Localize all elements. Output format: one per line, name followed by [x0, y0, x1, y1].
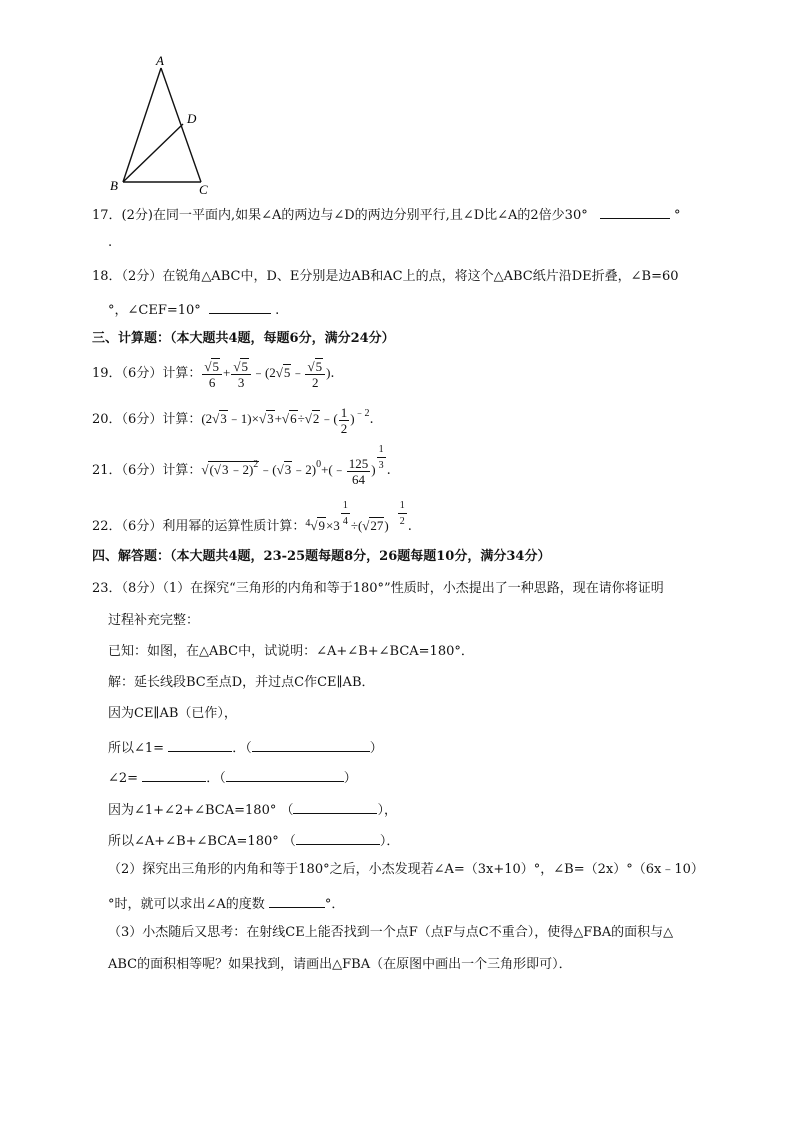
q23-part2-blank[interactable] — [269, 893, 325, 908]
q18-answer-blank[interactable] — [209, 299, 271, 314]
q23-because2-reason-blank[interactable] — [293, 799, 377, 814]
section3-heading: 三、计算题：（本大题共4题，每题6分，满分24分） — [92, 331, 395, 346]
q20-prefix: 20．（6分）计算： — [92, 412, 202, 427]
q21-prefix: 21．（6分）计算： — [92, 463, 202, 478]
q17-end: . — [108, 235, 113, 250]
q20-expression: (2√3﹣1)×√3+√6÷√2﹣( $\frac{1}{2}$ )$^{﹣2}$ — [201, 404, 370, 436]
q23-part2-text: °时，就可以求出∠A的度数 — [108, 897, 265, 912]
q23-part2-end: °． — [324, 897, 345, 912]
q19-end: . — [330, 366, 335, 381]
section4-heading: 四、解答题：（本大题共4题，23-25题每题8分，26题每题10分，满分34分） — [92, 549, 551, 564]
q23-because2: 因为∠1+∠2+∠BCA=180° （ ）， — [108, 799, 397, 820]
q17-text: 17．(2分)在同一平面内,如果∠A的两边与∠D的两边分别平行,且∠D比∠A的2倍少30° — [92, 208, 588, 223]
label-A: A — [156, 53, 164, 68]
q23-line1: 23．（8分）（1）在探究“三角形的内角和等于180°”性质时，小杰提出了一种思路，现在请你将证明 — [92, 581, 664, 596]
q23-angle2-reason-blank[interactable] — [226, 767, 344, 782]
q18-line2-text: °，∠CEF=10° — [108, 303, 201, 318]
q19-prefix: 19．（6分）计算： — [92, 366, 202, 381]
q22-end: . — [407, 519, 412, 534]
q17-unit: ° — [674, 208, 681, 223]
q23-angle2: ∠2= ．（ ） — [108, 767, 357, 788]
q23-so1-reason-blank[interactable] — [252, 737, 370, 752]
q23-known: 已知：如图，在△ABC中，试说明：∠A+∠B+∠BCA=180°． — [108, 644, 474, 659]
q21 — [92, 444, 391, 492]
q23-because1: 因为CE∥AB（已作）， — [108, 706, 237, 721]
triangle-figure — [95, 52, 225, 197]
q22-expression: $^4$√9×3 $^{\frac{1}{4}}$ ÷(√27) $^{\frac{1}{2}}$ — [305, 500, 405, 533]
q23-angle2-prefix: ∠2= — [108, 771, 139, 786]
q20 — [92, 402, 374, 438]
q18-line2 — [108, 299, 279, 320]
q17-answer-blank[interactable] — [600, 204, 670, 219]
label-B: B — [110, 178, 118, 193]
label-C: C — [199, 182, 208, 197]
q23-so2-text: 所以∠A+∠B+∠BCA=180° — [108, 834, 279, 849]
q23-so2-reason-blank[interactable] — [296, 830, 380, 845]
q23-so1-prefix: 所以∠1= — [108, 741, 165, 756]
q23-so2: 所以∠A+∠B+∠BCA=180° （ ）． — [108, 830, 399, 851]
q20-end: . — [369, 412, 374, 427]
q23-solution: 解：延长线段BC至点D，并过点C作CE∥AB． — [108, 675, 375, 690]
q23-part3-line2: ABC的面积相等呢？如果找到，请画出△FBA（在原图中画出一个三角形即可）． — [108, 957, 572, 972]
q22-prefix: 22．（6分）利用幂的运算性质计算： — [92, 519, 306, 534]
q23-so1: 所以∠1= ．（ ） — [108, 737, 383, 758]
q19 — [92, 356, 335, 391]
q23-line2: 过程补充完整： — [108, 613, 200, 628]
q22 — [92, 500, 412, 548]
q23-angle2-blank[interactable] — [142, 767, 206, 782]
q23-part2-line2 — [108, 893, 344, 914]
label-D: D — [187, 111, 197, 126]
q21-end: . — [386, 463, 391, 478]
q21-expression: √(√3﹣2)$^2$﹣(√3﹣2)$^0$+(﹣ $\frac{125}{64}$ ) $^{\frac{1}{3}}$ — [201, 444, 384, 487]
q17 — [92, 204, 681, 225]
segment-AB — [123, 68, 161, 182]
q23-so1-blank[interactable] — [168, 737, 232, 752]
q18-line1: 18．（2分）在锐角△ABC中，D、E分别是边AB和AC上的点，将这个△ABC纸片沿DE折叠，∠B=60 — [92, 269, 679, 284]
q23-part2-line1: （2）探究出三角形的内角和等于180°之后，小杰发现若∠A=（3x+10）°，∠B=（2x）°（6x﹣10） — [108, 862, 704, 877]
q23-part3-line1: （3）小杰随后又思考：在射线CE上能否找到一个点F（点F与点C不重合），使得△FBA的面积与△ — [108, 925, 674, 940]
q23-because2-text: 因为∠1+∠2+∠BCA=180° — [108, 803, 277, 818]
q19-expression: $\frac{√5}{6}$ + $\frac{√5}{3}$ ﹣(2√5﹣ $\frac{√5}{2}$ ) — [204, 358, 331, 390]
q18-end: . — [275, 303, 280, 318]
